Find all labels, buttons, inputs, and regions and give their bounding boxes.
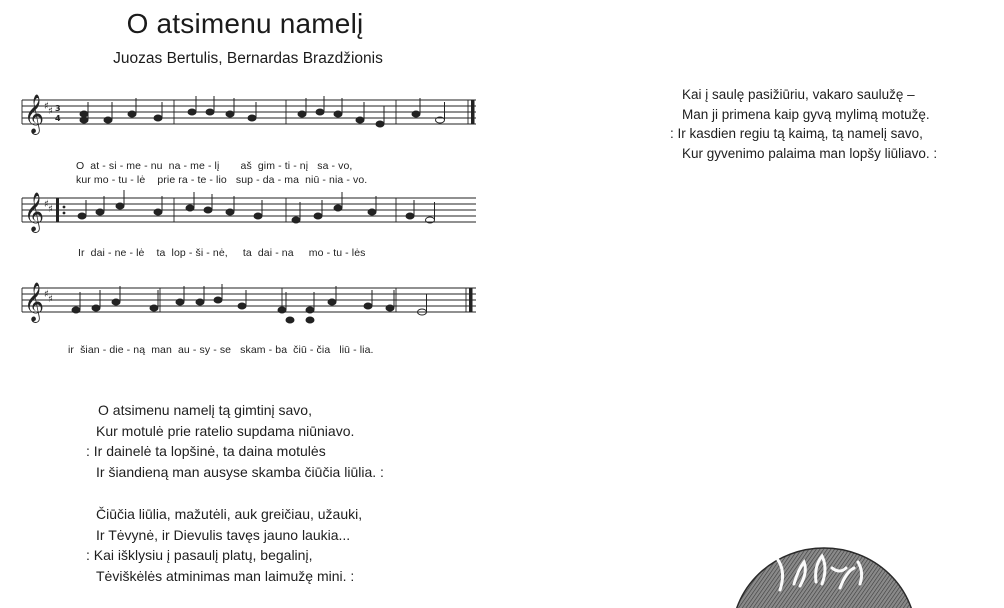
- lyric-line-4: ir šian - die - ną man au - sy - se skam - ba čiū - čia liū - lia.: [68, 344, 374, 356]
- song-authors: Juozas Bertulis, Bernardas Brazdžionis: [113, 50, 383, 67]
- svg-text:♯: ♯: [44, 101, 49, 112]
- verse-line: O atsimenu namelį tą gimtinį savo,: [98, 402, 312, 418]
- verse-line: Kai į saulę pasižiūriu, vakaro saulužę –: [682, 87, 915, 102]
- verse-line: Ir Tėvynė, ir Dievulis tavęs jauno laukia...: [96, 526, 351, 543]
- svg-text:𝄞: 𝄞: [24, 192, 45, 232]
- verse-line: : Ir kasdien regiu tą kaimą, tą namelį savo,: [670, 126, 923, 141]
- verse-1: [86, 400, 384, 482]
- svg-text:♯: ♯: [48, 204, 53, 215]
- music-staff-1: [20, 92, 480, 156]
- music-staff-2: [20, 190, 480, 248]
- svg-text:♯: ♯: [48, 106, 53, 117]
- verse-line: Čiūčia liūlia, mažutėli, auk greičiau, užauki,: [96, 506, 363, 522]
- svg-text:𝄞: 𝄞: [24, 282, 45, 322]
- verse-line: : Kai išklysiu į pasaulį platų, begalinį,: [86, 547, 313, 563]
- verse-line: Kur gyvenimo palaima man lopšy liūliavo. :: [682, 145, 938, 161]
- music-staff-3: [20, 280, 480, 340]
- verse-3: [670, 85, 937, 163]
- verse-line: Ir šiandieną man ausyse skamba čiūčia liūlia. :: [96, 463, 384, 480]
- verse-line: Man ji primena kaip gyvą mylimą motužę.: [682, 106, 930, 122]
- svg-text:♯: ♯: [44, 199, 49, 210]
- verse-2: [86, 504, 362, 586]
- lyric-line-2: kur mo - tu - lė prie ra - te - lio sup - da - ma niū - nia - vo.: [76, 174, 368, 186]
- verse-line: Kur motulė prie ratelio supdama niūniavo.: [96, 422, 355, 439]
- svg-text:3: 3: [55, 104, 61, 113]
- svg-text:♯: ♯: [48, 294, 53, 305]
- verse-line: : Ir dainelė ta lopšinė, ta daina motulės: [86, 443, 326, 459]
- lyric-line-1: O at - si - me - nu na - me - lį aš gim - ti - nį sa - vo,: [76, 160, 353, 172]
- lyric-line-3: Ir dai - ne - lė ta lop - ši - nė, ta dai - na mo - tu - lės: [78, 247, 366, 259]
- decorative-medallion-illustration: [728, 544, 928, 608]
- song-title: O atsimenu namelį: [126, 8, 364, 39]
- verse-line: Tėviškėlės atminimas man laimužę mini. :: [96, 567, 355, 584]
- svg-text:♯: ♯: [44, 289, 49, 300]
- svg-text:4: 4: [55, 114, 61, 123]
- svg-text:𝄞: 𝄞: [24, 94, 45, 134]
